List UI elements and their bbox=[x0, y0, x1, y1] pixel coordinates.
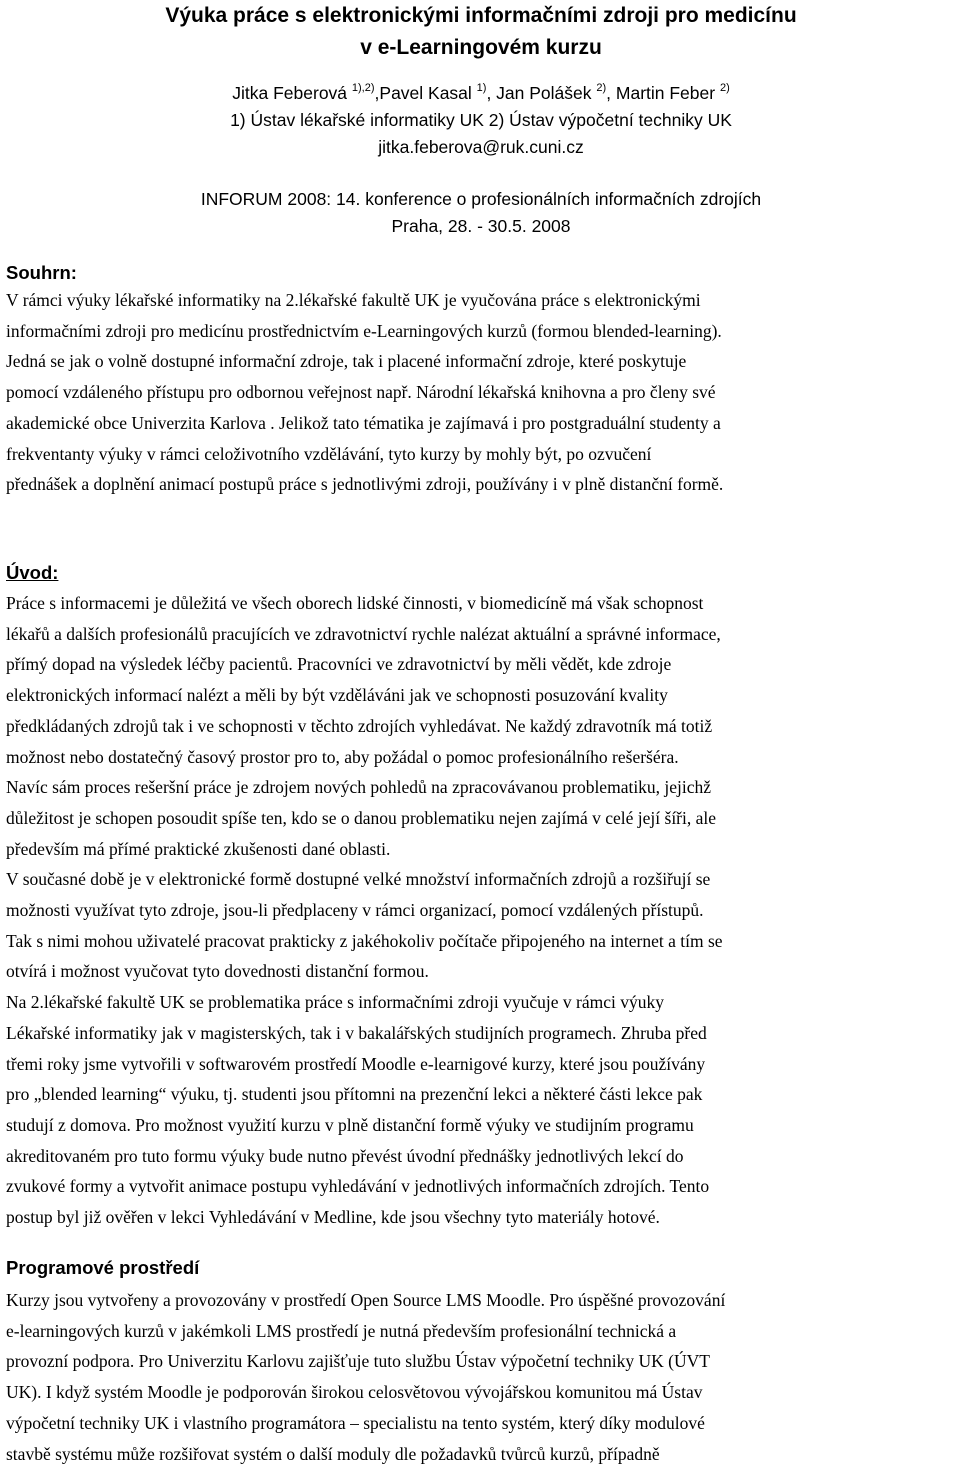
text-line: Práce s informacemi je důležitá ve všech oborech lidské činnosti, v biomedicíně má však schopnost bbox=[6, 593, 704, 613]
text-line: UK). I když systém Moodle je podporován širokou celosvětovou vývojářskou komunitou má Ústav bbox=[6, 1382, 703, 1403]
text-line: především má přímé praktické zkušenosti dané oblasti. bbox=[6, 838, 391, 859]
text-line: elektronických informací nalézt a měli by být vzděláváni jak ve schopnosti posuzování kvality bbox=[6, 685, 668, 706]
text-line: pomocí vzdáleného přístupu pro odbornou veřejnost např. Národní lékařská knihovna a pro členy své bbox=[6, 382, 716, 403]
text-line: Lékařské informatiky jak v magisterských, tak i v bakalářských studijních programech. Zhruba před bbox=[6, 1022, 707, 1043]
text-line: pro „blended learning“ výuku, tj. studenti jsou přítomni na prezenční lekci a některé části lekce pak bbox=[6, 1084, 703, 1105]
conference-name: INFORUM 2008: 14. konference o profesionálních informačních zdrojích bbox=[200, 189, 762, 209]
text-line: V rámci výuky lékařské informatiky na 2.lékařské fakultě UK je vyučována práce s elektronickými bbox=[6, 290, 701, 310]
section-body-souhrn bbox=[6, 285, 723, 500]
text-line: možnosti využívat tyto zdroje, jsou-li předplaceny v rámci organizací, pomocí vzdálených přístupů. bbox=[6, 900, 704, 921]
text-line: Tak s nimi mohou uživatelé pracovat prakticky z jakéhokoliv počítače připojeného na internet a tím se bbox=[6, 930, 723, 951]
contact-email: jitka.feberova@ruk.cuni.cz bbox=[378, 137, 584, 157]
author-affiliation-mark: 1),2) bbox=[351, 82, 375, 94]
text-line: otvírá i možnost vyučovat tyto dovednosti distanční formou. bbox=[6, 961, 429, 982]
text-line: provozní podpora. Pro Univerzitu Karlovu zajišťuje tuto službu Ústav výpočetní techniky UK (ÚVT bbox=[6, 1351, 710, 1372]
author-name: , Jan Polášek bbox=[486, 83, 597, 103]
affiliations: 1) Ústav lékařské informatiky UK 2) Ústav výpočetní techniky UK bbox=[230, 110, 732, 130]
text-line: stavbě systému může rozšiřovat systém o další moduly dle požadavků tvůrců kurzů, případně bbox=[6, 1443, 660, 1464]
text-line: informačními zdroji pro medicínu prostřednictvím e-Learningových kurzů (formou blended-learning). bbox=[6, 320, 722, 341]
author-affiliation-mark: 2) bbox=[719, 82, 730, 94]
text-line: postup byl již ověřen v lekci Vyhledávání v Medline, kde jsou všechny tyto materiály hotové. bbox=[6, 1207, 660, 1228]
text-line: akreditovaném pro tuto formu výuky bude nutno převést úvodní přednášky jednotlivých lekcí do bbox=[6, 1145, 684, 1166]
text-line: výpočetní techniky UK i vlastního programátora – specialistu na tento systém, který díky modulové bbox=[6, 1412, 705, 1433]
text-line: Navíc sám proces rešeršní práce je zdrojem nových pohledů na zpracovávanou problematiku, jejichž bbox=[6, 777, 712, 798]
text-line: Na 2.lékařské fakultě UK se problematika práce s informačními zdroji vyučuje v rámci výuky bbox=[6, 992, 664, 1013]
text-line: přednášek a doplnění animací postupů práce s jednotlivými zdroji, používány i v plně distanční formě. bbox=[6, 474, 724, 495]
text-line: frekventanty výuky v rámci celoživotního vzdělávání, tyto kurzy by mohly být, po ozvučení bbox=[6, 443, 652, 464]
conference-info bbox=[6, 186, 956, 240]
title-block bbox=[6, 0, 956, 64]
author-affiliation-mark: 2) bbox=[596, 82, 607, 94]
section-body-uvod bbox=[6, 588, 723, 1233]
section-body-programove-prostredi bbox=[6, 1285, 725, 1469]
text-line: přímý dopad na výsledek léčby pacientů. Pracovníci ve zdravotnictví by měli vědět, kde zdroje bbox=[6, 654, 672, 675]
author-affiliation-mark: 1) bbox=[476, 82, 487, 94]
authors-block bbox=[6, 80, 956, 161]
document-title-line-2: v e-Learningovém kurzu bbox=[360, 36, 602, 59]
text-line: akademické obce Univerzita Karlova . Jelikož tato tématika je zajímavá i pro postgraduální studenty a bbox=[6, 412, 721, 433]
section-heading-programove-prostredi: Programové prostředí bbox=[6, 1257, 200, 1278]
text-line: důležitost je schopen posoudit spíše ten, kdo se o danou problematiku nejen zajímá v celé její šíři, ale bbox=[6, 807, 717, 828]
author-name: , Martin Feber bbox=[606, 83, 720, 103]
section-heading-souhrn: Souhrn: bbox=[6, 262, 77, 283]
text-line: e-learningových kurzů v jakémkoli LMS prostředí je nutná především profesionální technická a bbox=[6, 1320, 677, 1341]
text-line: studují z domova. Pro možnost využití kurzu v plně distanční formě výuky ve studijním programu bbox=[6, 1114, 694, 1135]
author-list bbox=[6, 80, 956, 107]
text-line: možnost nebo dostatečný časový prostor pro to, aby požádal o pomoc profesionálního rešeršéra. bbox=[6, 746, 679, 767]
text-line: předkládaných zdrojů tak i ve schopnosti v těchto zdrojích vyhledávat. Ne každý zdravotník má totiž bbox=[6, 715, 713, 736]
author-name: ,Pavel Kasal bbox=[374, 83, 477, 103]
text-line: V současné době je v elektronické formě dostupné velké množství informačních zdrojů a rozšiřují se bbox=[6, 869, 711, 890]
text-line: lékařů a dalších profesionálů pracujících ve zdravotnictví rychle nalézat aktuální a správné informace, bbox=[6, 623, 721, 644]
text-line: Kurzy jsou vytvořeny a provozovány v prostředí Open Source LMS Moodle. Pro úspěšné provozování bbox=[6, 1290, 726, 1310]
section-heading-uvod: Úvod: bbox=[6, 562, 59, 583]
text-line: zvukové formy a vytvořit animace postupu vyhledávání v jednotlivých informačních zdrojích. Tento bbox=[6, 1176, 710, 1197]
text-line: Jedná se jak o volně dostupné informační zdroje, tak i placené informační zdroje, které poskytuje bbox=[6, 351, 687, 372]
document-title-line-1: Výuka práce s elektronickými informačními zdroji pro medicínu bbox=[165, 4, 797, 27]
author-name: Jitka Feberová bbox=[232, 83, 352, 103]
text-line: třemi roky jsme vytvořili v softwarovém prostředí Moodle e-learnigové kurzy, které jsou používány bbox=[6, 1053, 706, 1074]
conference-date: Praha, 28. - 30.5. 2008 bbox=[391, 216, 571, 236]
